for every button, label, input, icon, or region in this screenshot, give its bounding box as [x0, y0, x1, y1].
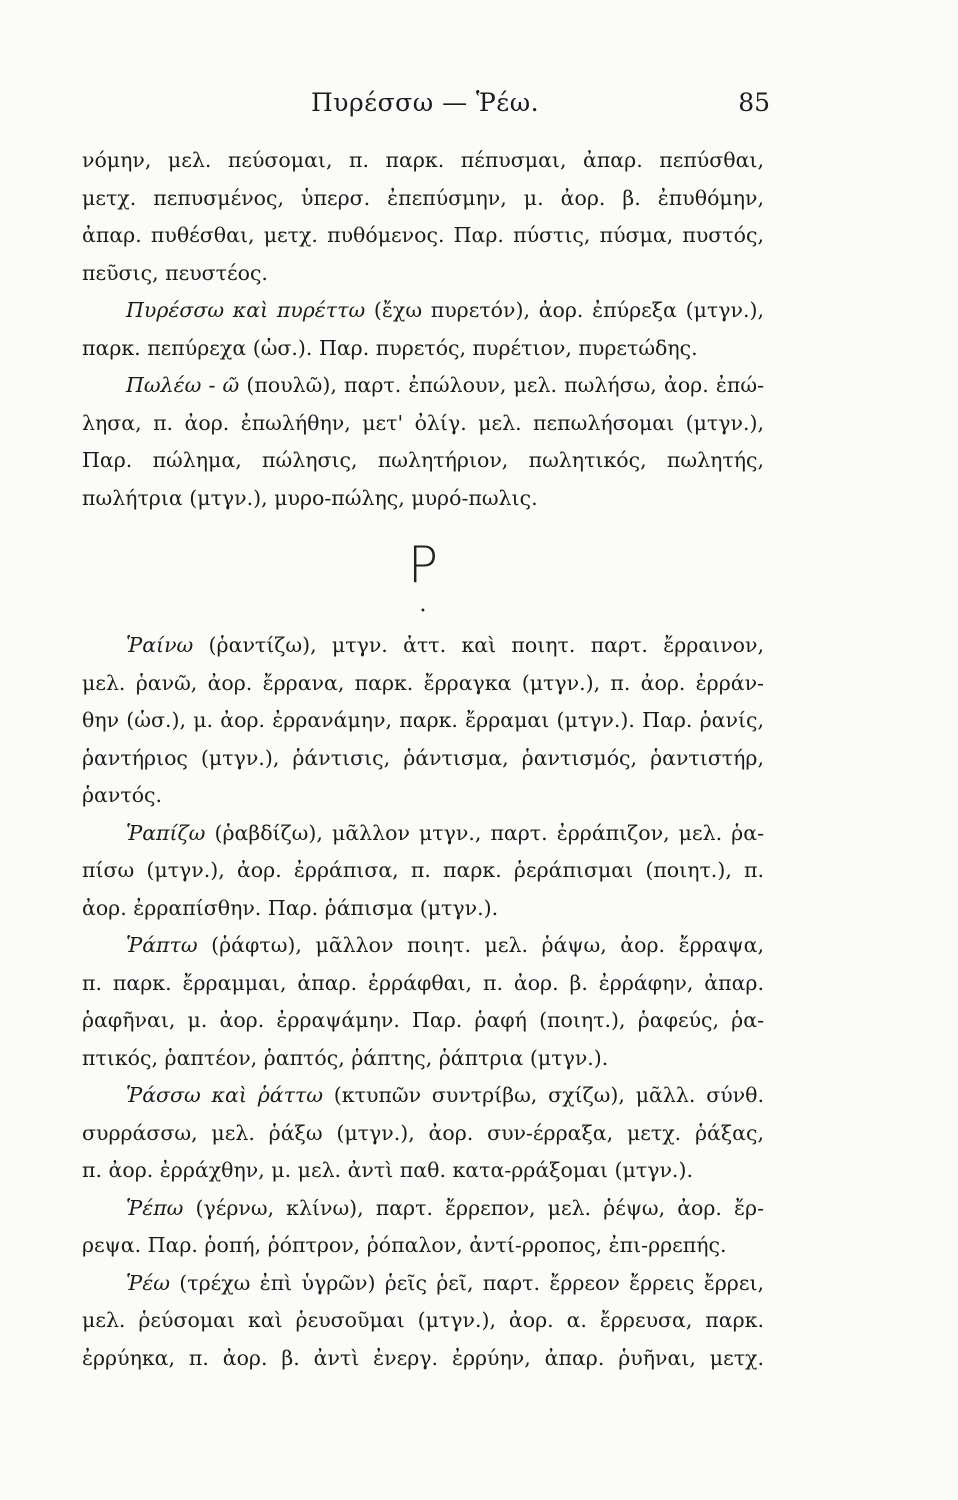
text-line — [82, 217, 764, 255]
text-line — [82, 740, 764, 778]
line-text: θην (ὡσ.), μ. ἀορ. ἐρρανάμην, παρκ. ἔρραμαι (μτγν.). Παρ. ῥανίς, — [82, 708, 764, 732]
line-text: (κτυπῶν συντρίβω, σχίζω), μᾶλλ. σύνθ. — [322, 1083, 764, 1107]
text-line — [82, 965, 764, 1003]
line-text: πίσω (μτγν.), ἀορ. ἐρράπισα, π. παρκ. ῥεράπισμαι (ποιητ.), π. — [82, 858, 764, 882]
running-title: Πυρέσσω — Ῥέω. — [310, 88, 540, 117]
page-number: 85 — [738, 88, 770, 117]
text-line — [82, 142, 764, 180]
text-line — [82, 1227, 764, 1265]
line-text: μελ. ῥανῶ, ἀορ. ἔρρανα, παρκ. ἔρραγκα (μτγν.), π. ἀορ. ἐρράν- — [82, 670, 764, 695]
line-text: νόμην, μελ. πεύσομαι, π. παρκ. πέπυσμαι, ἀπαρ. πεπύσθαι, — [82, 148, 764, 172]
text-line — [82, 405, 764, 443]
text-line — [82, 1265, 764, 1303]
text-line — [82, 1002, 764, 1040]
line-text: ῥαντήριος (μτγν.), ῥάντισις, ῥάντισμα, ῥαντισμός, ῥαντιστήρ, — [82, 745, 764, 770]
line-text: λησα, π. ἀορ. ἐπωλήθην, μετ' ὀλίγ. μελ. πεπωλήσομαι (μτγν.), — [82, 410, 764, 435]
page-header — [80, 88, 770, 128]
text-line — [82, 1115, 764, 1153]
text-line — [82, 1077, 764, 1115]
line-text: ρεψα. Παρ. ῥοπή, ῥόπτρον, ῥόπαλον, ἀντί-ρροπος, ἐπι-ρρεπής. — [82, 1233, 727, 1257]
entry-headword: Ῥέω — [126, 1270, 170, 1295]
line-text: πτικός, ῥαπτέον, ῥαπτός, ῥάπτης, ῥάπτρια (μτγν.). — [82, 1045, 609, 1070]
line-text: πωλήτρια (μτγν.), μυρο-πώλης, μυρό-πωλις. — [82, 485, 538, 510]
line-text: ἀορ. ἐρραπίσθην. Παρ. ῥάπισμα (μτγν.). — [82, 895, 499, 920]
text-line — [82, 927, 764, 965]
text-line — [82, 815, 764, 853]
entry-headword: Ῥαίνω — [126, 633, 194, 657]
text-line — [82, 180, 764, 218]
entry-headword: Πωλέω - ῶ — [126, 373, 240, 397]
text-line — [82, 442, 764, 480]
text-line — [82, 1040, 764, 1078]
line-text: παρκ. πεπύρεχα (ὡσ.). Παρ. πυρετός, πυρέτιον, πυρετώδης. — [82, 335, 698, 360]
text-line — [82, 777, 764, 815]
text-line — [82, 255, 764, 293]
line-text: Παρ. πώλημα, πώλησις, πωλητήριον, πωλητικός, πωλητής, — [82, 448, 764, 472]
entry-headword: Ῥέπω — [126, 1195, 184, 1220]
line-text: (ἔχω πυρετόν), ἀορ. ἐπύρεξα (μτγν.), — [365, 298, 764, 322]
text-line — [82, 1340, 764, 1378]
text-line — [82, 292, 764, 330]
text-line — [82, 1152, 764, 1190]
line-text: ἐρρύηκα, π. ἀορ. β. ἀντὶ ἐνεργ. ἐρρύην, ἀπαρ. ῥυῆναι, μετχ. — [82, 1345, 764, 1370]
line-text: μελ. ῥεύσομαι καὶ ῥευσοῦμαι (μτγν.), ἀορ. α. ἔρρευσα, παρκ. — [82, 1308, 764, 1332]
line-text: (γέρνω, κλίνω), παρτ. ἔρρεπον, μελ. ῥέψω, ἀορ. ἔρ- — [183, 1195, 764, 1220]
text-line — [82, 367, 764, 405]
text-line — [82, 852, 764, 890]
text-line — [82, 890, 764, 928]
text-line — [82, 702, 764, 740]
text-line — [82, 627, 764, 665]
entry-headword: Πυρέσσω καὶ πυρέττω — [126, 298, 366, 322]
section-letter: Ρ — [407, 536, 439, 594]
text-line — [82, 1302, 764, 1340]
line-text: ῥαντός. — [82, 783, 163, 807]
text-line — [82, 1190, 764, 1228]
line-text: ῥαφῆναι, μ. ἀορ. ἐρραψάμην. Παρ. ῥαφή (ποιητ.), ῥαφεύς, ῥα- — [82, 1008, 764, 1032]
entry-headword: Ῥαπίζω — [126, 820, 206, 845]
text-line — [82, 330, 764, 368]
text-line — [82, 665, 764, 703]
line-text: π. ἀορ. ἐρράχθην, μ. μελ. ἀντὶ παθ. κατα-ρράξομαι (μτγν.). — [82, 1158, 693, 1182]
entry-headword: Ῥάπτω — [126, 933, 198, 957]
dictionary-text — [82, 142, 764, 1377]
entries-section-rho — [82, 627, 764, 1377]
line-text: (ῥαβδίζω), μᾶλλον μτγν., παρτ. ἐρράπιζον, μελ. ῥα- — [205, 820, 764, 845]
line-text: ἀπαρ. πυθέσθαι, μετχ. πυθόμενος. Παρ. πύστις, πύσμα, πυστός, — [82, 223, 764, 247]
entries-before-section — [82, 142, 764, 517]
line-text: συρράσσω, μελ. ῥάξω (μτγν.), ἀορ. συν-έρραξα, μετχ. ῥάξας, — [82, 1120, 764, 1145]
line-text: (τρέχω ἐπὶ ὑγρῶν) ῥεῖς ῥεῖ, παρτ. ἔρρεον ἔρρεις ἔρρει, — [169, 1270, 764, 1295]
line-text: πεῦσις, πευστέος. — [82, 260, 268, 285]
line-text: (ῥάφτω), μᾶλλον ποιητ. μελ. ῥάψω, ἀορ. ἔρραψα, — [197, 933, 764, 957]
entry-headword: Ῥάσσω καὶ ῥάττω — [126, 1083, 323, 1107]
line-text: π. παρκ. ἔρραμμαι, ἀπαρ. ἐρράφθαι, π. ἀορ. β. ἐρράφην, ἀπαρ. — [82, 970, 764, 995]
line-text: (πουλῶ), παρτ. ἐπώλουν, μελ. πωλήσω, ἀορ. ἐπώ- — [239, 373, 764, 397]
line-text: (ῥαντίζω), μτγν. ἀττ. καὶ ποιητ. παρτ. ἔρραινον, — [193, 633, 764, 657]
text-line — [82, 480, 764, 518]
section-ornament: • — [420, 606, 426, 617]
line-text: μετχ. πεπυσμένος, ὑπερσ. ἐπεπύσμην, μ. ἀορ. β. ἐπυθόμην, — [82, 185, 764, 210]
